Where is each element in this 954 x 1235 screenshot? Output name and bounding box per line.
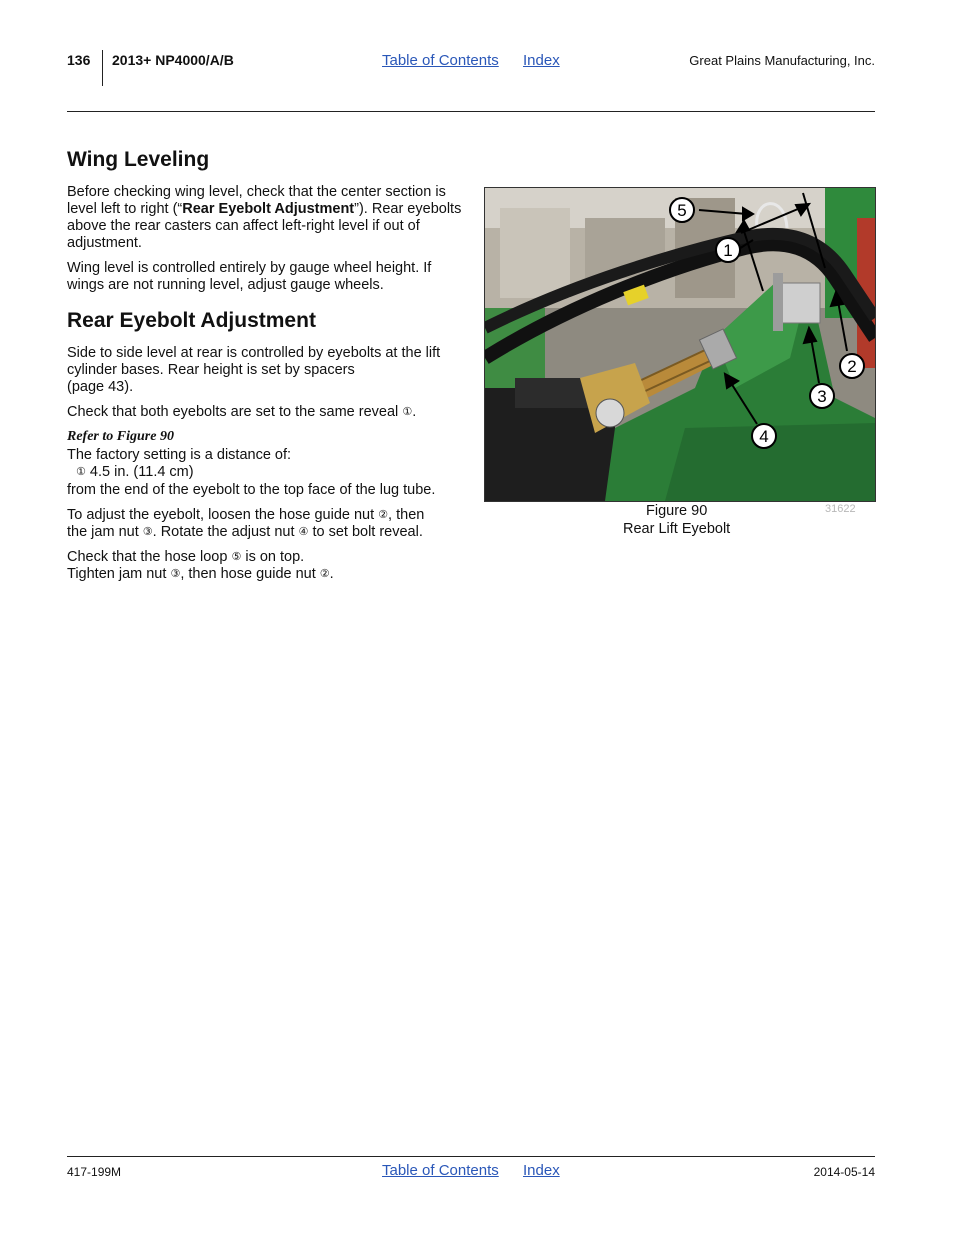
adj-text-d: . Rotate the adjust nut: [152, 524, 299, 540]
rear-p2-text-b: .: [412, 404, 417, 420]
callout-4-label: 4: [759, 427, 769, 446]
eyebolt-reference: Rear Eyebolt Adjustment: [182, 201, 355, 217]
eyebolt-illustration: [485, 188, 875, 501]
wing-p1-text-b: ”). Rear eyebolts above the rear casters can affect left-right level if out of adjustment.: [67, 201, 462, 251]
rear-lift-eyebolt-photo: [484, 187, 876, 502]
callout-1-label: 1: [723, 241, 733, 260]
callout-1-ref: ①: [402, 406, 413, 418]
wing-p1-text-a: Before checking wing level, check that the center section is level left to right (“: [67, 184, 446, 217]
adj-text-b: , then: [388, 507, 425, 523]
callout-3-label: 3: [817, 387, 827, 406]
figure-number: Figure 90: [646, 503, 708, 519]
adj-text-e: to set bolt reveal.: [308, 524, 423, 540]
footer-rule: [67, 1156, 875, 1157]
factory-distance: [76, 464, 471, 481]
rear-paragraph-1: [67, 345, 462, 396]
wing-paragraph-2: Wing level is controlled entirely by gauge wheel height. If wings are not running level, adjust gauge wheels.: [67, 260, 432, 293]
model-name: 2013+ NP4000/A/B: [112, 52, 234, 68]
wing-leveling-heading: Wing Leveling: [67, 148, 210, 171]
check-text-b: is on top.: [241, 549, 305, 565]
callout-2-ref: ②: [378, 509, 389, 521]
page-reference: (page 43).: [67, 379, 134, 395]
rear-p2-text-a: Check that both eyebolts are set to the same reveal: [67, 404, 403, 420]
rear-p1-text: Side to side level at rear is controlled by eyebolts at the lift cylinder bases. Rear height is set by spacers: [67, 345, 441, 378]
figure-title: Rear Lift Eyebolt: [623, 521, 731, 537]
check-text-a: Check that the hose loop: [67, 549, 232, 565]
document-number: 417-199M: [67, 1165, 122, 1179]
tight-text-b: , then hose guide nut: [180, 566, 320, 582]
footer-index-link[interactable]: Index: [523, 1162, 560, 1179]
figure-reference-note: Refer to Figure 90: [67, 429, 174, 444]
callout-4-ref: ④: [298, 526, 309, 538]
callout-2-label: 2: [847, 357, 857, 376]
rear-eyebolt-heading: Rear Eyebolt Adjustment: [67, 309, 316, 332]
header-divider: [102, 50, 103, 86]
adjust-instructions: [67, 507, 462, 541]
callout-5-ref: ⑤: [231, 551, 242, 563]
callout-3-ref: ③: [170, 568, 181, 580]
distance-value: 4.5 in. (11.4 cm): [89, 464, 194, 480]
callout-5-label: 5: [677, 201, 687, 220]
footer-toc-link[interactable]: Table of Contents: [382, 1162, 499, 1179]
company-name: Great Plains Manufacturing, Inc.: [689, 53, 875, 68]
rear-paragraph-2: [67, 404, 462, 421]
header-toc-link[interactable]: Table of Contents: [382, 52, 499, 69]
distance-description: from the end of the eyebolt to the top face of the lug tube.: [67, 482, 436, 498]
publication-date: 2014-05-14: [813, 1165, 875, 1179]
tight-text-a: Tighten jam nut: [67, 566, 171, 582]
tight-text-c: .: [329, 566, 334, 582]
wing-paragraph-1: [67, 184, 462, 252]
header-rule: [67, 111, 875, 112]
callout-2-ref: ②: [319, 568, 330, 580]
header-index-link[interactable]: Index: [523, 52, 560, 69]
check-instructions: [67, 549, 462, 583]
adj-text-a: To adjust the eyebolt, loosen the hose guide nut: [67, 507, 379, 523]
callout-3-ref: ③: [142, 526, 153, 538]
image-id: 31622: [825, 503, 856, 515]
page-number: 136: [67, 52, 91, 68]
adj-text-c: the jam nut: [67, 524, 143, 540]
callout-1-ref: ①: [76, 466, 86, 478]
factory-setting-text: The factory setting is a distance of:: [67, 447, 292, 463]
